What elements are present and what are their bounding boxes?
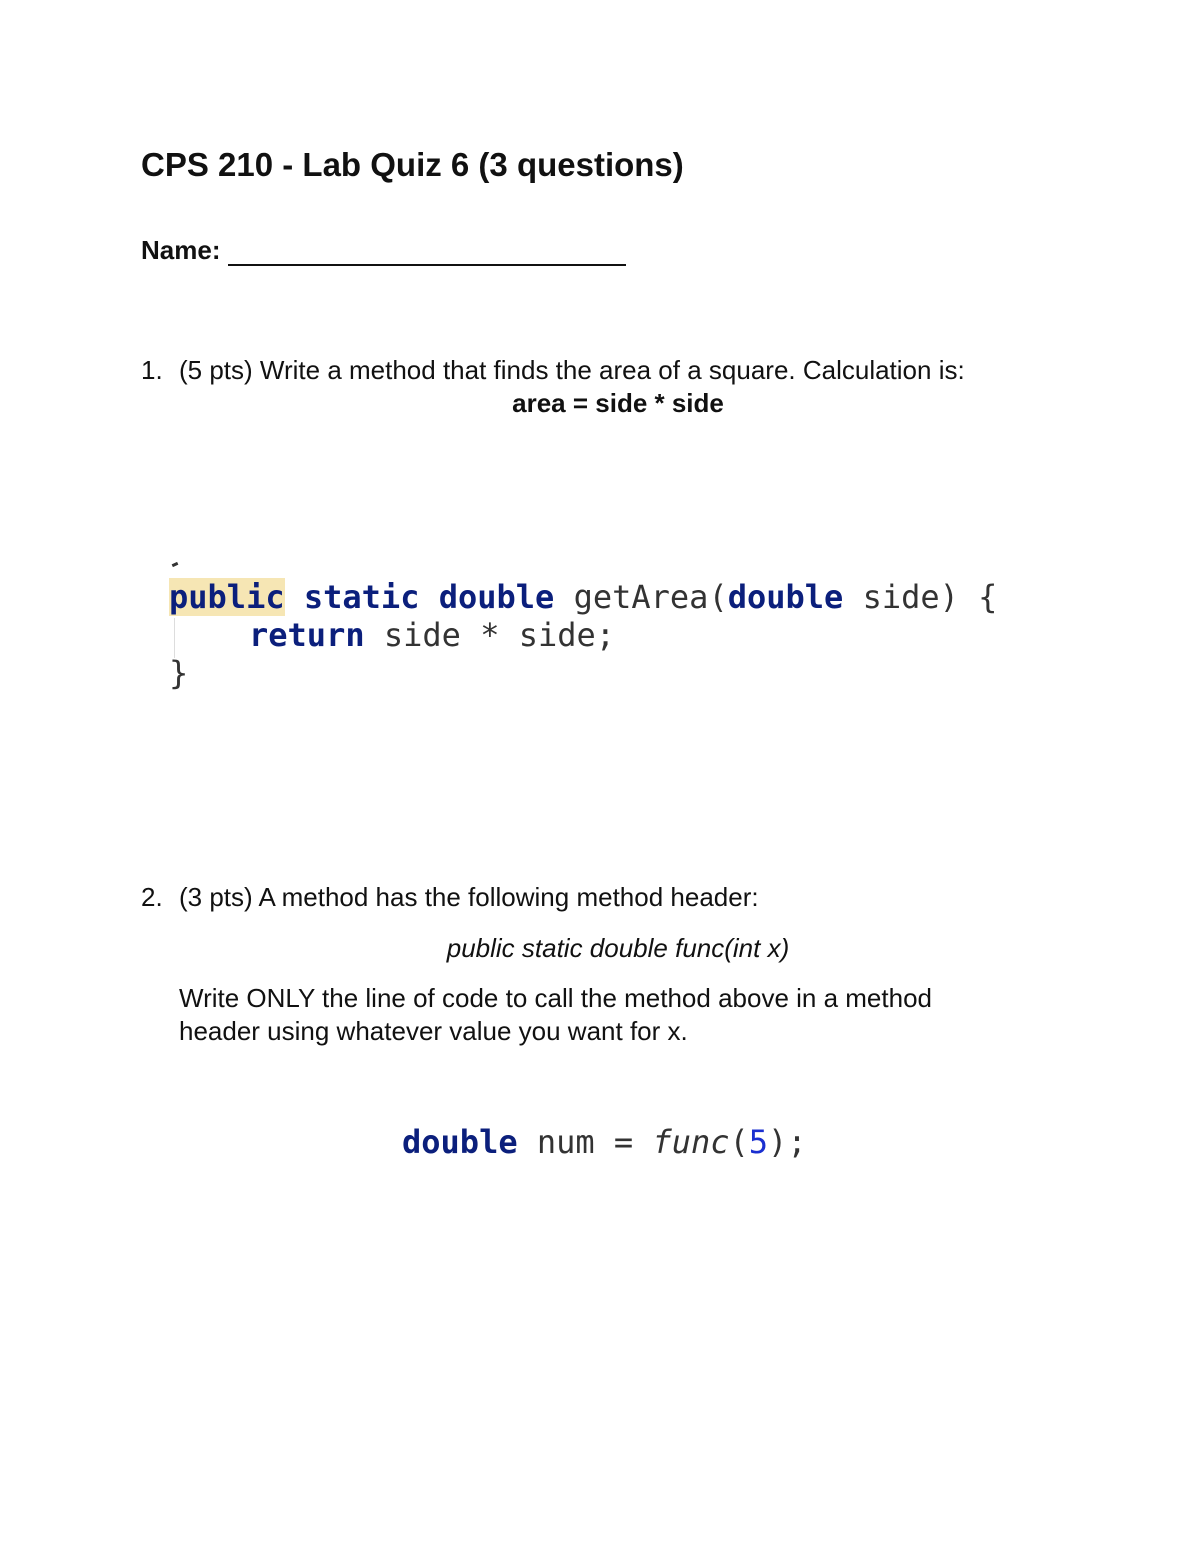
answer-argument: 5 <box>748 1123 769 1161</box>
question-2-instruction-line-2: header using whatever value you want for x. <box>179 1016 688 1046</box>
keyword-double: double <box>402 1123 518 1161</box>
answer-code-line <box>402 1123 807 1161</box>
question-1-number: 1. <box>141 355 163 385</box>
answer-close: ); <box>768 1123 807 1161</box>
keyword-public: public <box>169 578 285 616</box>
code-line-1-rest: side) { <box>862 578 998 616</box>
question-1-prompt: (5 pts) Write a method that finds the area of a square. Calculation is: <box>179 355 965 385</box>
question-2-instruction-line-1: Write ONLY the line of code to call the method above in a method <box>179 983 932 1013</box>
question-2-prompt: (3 pts) A method has the following method header: <box>179 882 759 912</box>
answer-func-name: func <box>652 1123 730 1161</box>
method-name: getArea( <box>573 578 728 616</box>
name-blank-line[interactable] <box>228 238 626 266</box>
page-title: CPS 210 - Lab Quiz 6 (3 questions) <box>141 146 684 183</box>
answer-assignment: num = <box>536 1123 634 1161</box>
code-indent-guide <box>174 618 175 658</box>
code-line-1 <box>169 578 997 616</box>
keyword-static: static <box>303 578 420 616</box>
code-tick-mark <box>172 562 179 567</box>
code-line-2-rest: side * side; <box>383 616 616 654</box>
answer-open-paren: ( <box>729 1123 749 1161</box>
name-field-row <box>141 235 626 266</box>
keyword-return: return <box>249 616 365 654</box>
method-signature: public static double func(int x) <box>446 933 790 963</box>
keyword-param-double: double <box>727 578 844 616</box>
code-line-2 <box>249 616 615 654</box>
code-line-3: } <box>169 654 189 692</box>
name-label: Name: <box>141 235 221 265</box>
question-1-formula: area = side * side <box>512 388 724 418</box>
keyword-double: double <box>438 578 555 616</box>
question-2-number: 2. <box>141 882 163 912</box>
